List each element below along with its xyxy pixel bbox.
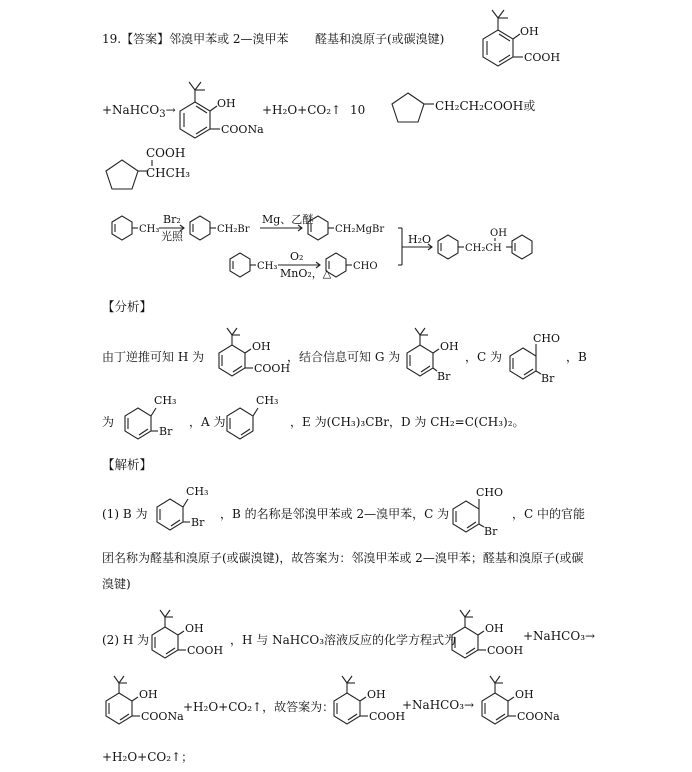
solution-p1-line3: 溴键) xyxy=(102,577,131,591)
solution-eq2-product xyxy=(470,673,570,733)
cyclopentane-ring-1 xyxy=(388,90,438,130)
solution-b-br: Br xyxy=(191,516,205,529)
synthesis-scheme xyxy=(102,210,572,285)
analysis-b-br: Br xyxy=(159,425,173,438)
scheme-r2-ch3: CH₃ xyxy=(257,261,278,272)
scheme-r1-reagent-top: Br₂ xyxy=(163,213,181,226)
answer-line1-groups: 醛基和溴原子(或碳溴键) xyxy=(315,32,445,46)
solution-p2-f: +H₂O+CO₂↑； xyxy=(102,750,194,764)
isomer2-cooh: COOH xyxy=(146,146,186,160)
eq1-product-coona: COONa xyxy=(141,710,184,723)
analysis-c-cho: CHO xyxy=(533,332,561,345)
analysis-line1-a: 由丁逆推可知 H 为 xyxy=(102,350,205,364)
solution-eq1-product xyxy=(94,673,189,733)
h-cooh-label: COOH xyxy=(524,51,561,64)
scheme-h2o: H₂O xyxy=(408,233,432,246)
eq2-product-coona: COONa xyxy=(517,710,560,723)
analysis-h-oh: OH xyxy=(252,340,271,353)
analysis-line2-b: ，A 为 xyxy=(189,415,226,429)
analysis-line1-c: ，C 为 xyxy=(465,350,502,364)
solution-h-oh: OH xyxy=(185,622,204,635)
solution-h-cooh: COOH xyxy=(187,644,224,657)
solution-p2-d: +H₂O+CO₂↑，故答案为： xyxy=(183,700,335,714)
analysis-line2-c: ，E 为(CH₃)₃CBr，D 为 CH₂=C(CH₃)₂。 xyxy=(290,415,525,429)
solution-p2-b: ，H 与 NaHCO₃溶液反应的化学方程式为 xyxy=(230,633,457,647)
analysis-line2-a: 为 xyxy=(102,415,115,429)
answer-line1-prefix: 19.【答案】邻溴甲苯或 2—溴甲苯 xyxy=(102,32,289,46)
solution-heading: 【解析】 xyxy=(102,457,153,472)
scheme-r1-reagent2: Mg、乙醚 xyxy=(262,213,314,226)
solution-p1-c: ，C 中的官能 xyxy=(512,507,585,521)
solution-p2-c: +NaHCO₃→ xyxy=(523,629,596,643)
scheme-r2-reagent-top: O₂ xyxy=(290,250,304,263)
analysis-structure-b xyxy=(120,392,190,442)
analysis-line1-b: ，结合信息可知 G 为 xyxy=(287,350,401,364)
salt-oh-label: OH xyxy=(217,97,236,110)
scheme-r1-mgbr: CH₂MgBr xyxy=(335,224,385,235)
solution-p1-line2: 团名称为醛基和溴原子(或碳溴键)，故答案为：邻溴甲苯或 2—溴甲苯；醛基和溴原子(或碳 xyxy=(102,551,584,565)
eq1-product-oh: OH xyxy=(139,688,158,701)
isomer2-chain: CHCH₃ xyxy=(146,166,191,180)
analysis-b-ch3: CH₃ xyxy=(154,394,177,407)
analysis-structure-g xyxy=(395,325,465,385)
eq1-reactant-oh: OH xyxy=(485,622,504,635)
solution-eq1-reactant xyxy=(440,607,530,667)
solution-p2-a: (2) H 为 xyxy=(102,633,150,647)
solution-structure-h xyxy=(140,607,235,667)
solution-b-ch3: CH₃ xyxy=(186,485,209,498)
structure-h-answer xyxy=(468,8,561,78)
structure-h-sodium-salt xyxy=(165,78,265,148)
eq2-reactant-cooh: COOH xyxy=(369,710,406,723)
solution-structure-c xyxy=(448,485,508,538)
solution-c-cho: CHO xyxy=(476,486,504,499)
eq1-reactant-cooh: COOH xyxy=(487,644,524,657)
scheme-r1-ch3: CH₃ xyxy=(139,224,160,235)
scheme-r1-reagent-bottom: 光照 xyxy=(161,230,183,243)
analysis-g-br: Br xyxy=(437,370,451,383)
scheme-r1-ch2br: CH₂Br xyxy=(217,224,250,235)
analysis-heading: 【分析】 xyxy=(102,299,153,314)
eq2-reactant-oh: OH xyxy=(367,688,386,701)
analysis-line1-d: ，B xyxy=(566,350,587,364)
solution-structure-b xyxy=(152,483,222,533)
scheme-product-chain: CH₂CH xyxy=(465,243,502,254)
scheme-r2-cho: CHO xyxy=(353,261,378,272)
eq-products: +H₂O+CO₂↑ xyxy=(262,103,342,117)
analysis-structure-a xyxy=(222,392,282,442)
eq2-product-oh: OH xyxy=(515,688,534,701)
analysis-g-oh: OH xyxy=(440,340,459,353)
eq-reagent: +NaHCO$_3$→ xyxy=(102,103,176,120)
solution-p1-b: ，B 的名称是邻溴甲苯或 2—溴甲苯，C 为 xyxy=(220,507,450,521)
analysis-a-ch3: CH₃ xyxy=(256,394,279,407)
solution-eq2-reactant xyxy=(322,673,412,733)
analysis-h-cooh: COOH xyxy=(254,362,291,375)
analysis-c-br: Br xyxy=(541,372,555,385)
salt-coona-label: COONa xyxy=(221,123,264,136)
solution-c-br: Br xyxy=(484,525,498,538)
h-oh-label: OH xyxy=(520,25,539,38)
isomer1-chain: CH₂CH₂COOH或 xyxy=(435,99,536,113)
scheme-product-oh: OH xyxy=(490,228,507,239)
solution-p2-e: +NaHCO₃→ xyxy=(402,698,475,712)
isomer-count: 10 xyxy=(350,103,366,117)
solution-p1-a: (1) B 为 xyxy=(102,507,148,521)
analysis-structure-h xyxy=(207,325,297,385)
analysis-structure-c xyxy=(505,328,565,386)
scheme-r2-reagent-bottom: MnO₂，△ xyxy=(280,267,332,280)
